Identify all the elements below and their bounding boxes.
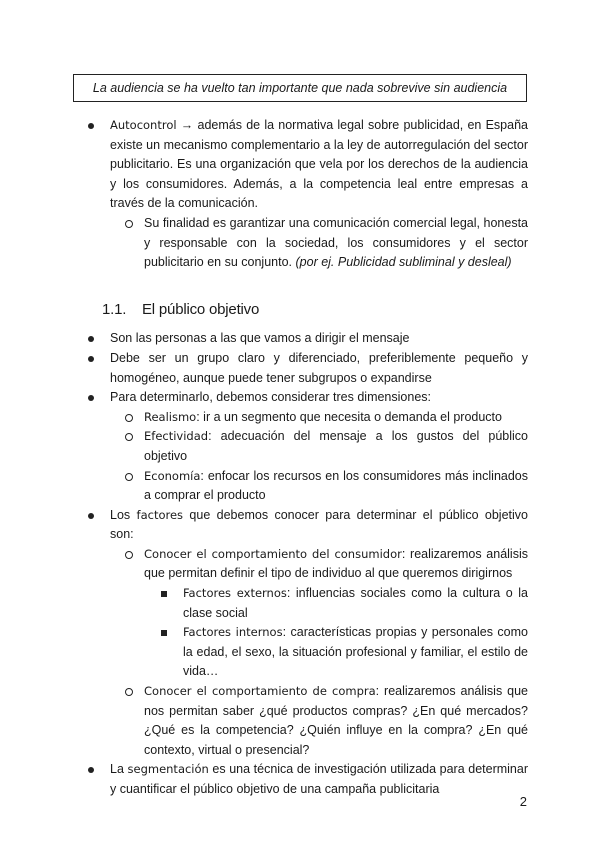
bullet-autocontrol-finalidad xyxy=(88,214,528,273)
quote-box xyxy=(73,74,527,102)
autocontrol-text: además de la normativa legal sobre publicidad, en España existe un mecanismo complementario a la ley de autorregulación del sector publicitario. Es una organización que vela por los derechos de la audiencia y los consumidores. Además, a la competencia leal entre empresas a través de la comunicación. xyxy=(110,118,528,211)
bullet-text: Son las personas a las que vamos a dirigir el mensaje xyxy=(110,331,410,346)
consumidor-term: Conocer el comportamiento del consumidor xyxy=(144,546,402,561)
bullet-dot-icon xyxy=(88,329,94,349)
bullet-dot-icon xyxy=(88,388,94,408)
bullet-circle-icon xyxy=(125,467,133,488)
bullet-dot-icon xyxy=(88,760,94,780)
bullet-square-icon xyxy=(161,623,167,643)
factores-pre: Los xyxy=(110,507,137,522)
dimension-term: Efectividad xyxy=(144,429,209,444)
bullet-factores-internos xyxy=(88,623,528,682)
bullet-text: Debe ser un grupo claro y diferenciado, preferiblemente pequeño y homogéneo, aunque puede tener subgrupos o expandirse xyxy=(110,350,528,385)
bullet-consumidor xyxy=(88,545,528,584)
bullet-segmentacion xyxy=(88,760,528,799)
externos-text: : influencias sociales como la cultura o la clase social xyxy=(183,586,528,620)
bullet-dot-icon xyxy=(88,116,94,136)
quote-text: La audiencia se ha vuelto tan importante que nada sobrevive sin audiencia xyxy=(92,81,508,95)
segmentacion-term: segmentación xyxy=(127,762,209,777)
page-content xyxy=(88,116,528,800)
internos-text: : características propias y personales como la edad, el sexo, la situación profesional y familiar, el estilo de vida… xyxy=(183,625,528,679)
compra-text: : realizaremos análisis que nos permitan saber ¿qué productos compras? ¿En qué mercados? ¿Qué es la competencia? ¿Quién influye en la compra? ¿En qué contexto, virtual o presencial? xyxy=(144,684,528,757)
factores-post: que debemos conocer para determinar el público objetivo son: xyxy=(110,507,528,542)
bullet-compra xyxy=(88,682,528,760)
dimension-term: Realismo xyxy=(144,409,197,424)
factores-term: factores xyxy=(136,507,184,522)
bullet-circle-icon xyxy=(125,545,133,566)
section-heading xyxy=(102,300,528,320)
segmentacion-pre: La xyxy=(110,762,128,777)
autocontrol-term: Autocontrol xyxy=(110,118,177,132)
bullet-factores-externos xyxy=(88,584,528,623)
bullet-circle-icon xyxy=(125,408,133,429)
dimension-term: Economía xyxy=(144,468,201,483)
section-title: El público objetivo xyxy=(142,300,260,318)
page-number: 2 xyxy=(519,794,527,809)
bullet-dot-icon xyxy=(88,349,94,369)
consumidor-text: : realizaremos análisis que permitan definir el tipo de individuo al que queremos dirigirnos xyxy=(144,546,528,581)
bullet-square-icon xyxy=(161,584,167,604)
bullet-dimensiones xyxy=(88,388,528,408)
bullet-realismo xyxy=(88,408,528,428)
bullet-dot-icon xyxy=(88,506,94,526)
externos-term: Factores externos xyxy=(183,586,287,601)
bullet-circle-icon xyxy=(125,427,133,448)
dimension-text: : enfocar los recursos en los consumidores más inclinados a comprar el producto xyxy=(144,468,528,503)
bullet-circle-icon xyxy=(125,214,133,235)
finalidad-text: Su finalidad es garantizar una comunicación comercial legal, honesta y responsable con la sociedad, los consumidores y el sector publicitario en su conjunto. xyxy=(144,215,528,270)
segmentacion-post: es una técnica de investigación utilizada para determinar y cuantificar el público objetivo de una campaña publicitaria xyxy=(110,762,528,796)
internos-term: Factores internos xyxy=(183,625,283,640)
bullet-efectividad xyxy=(88,427,528,466)
bullet-personas xyxy=(88,329,528,349)
bullet-grupo xyxy=(88,349,528,388)
bullet-economia xyxy=(88,467,528,506)
bullet-autocontrol xyxy=(88,116,528,214)
bullet-factores xyxy=(88,506,528,545)
finalidad-example: (por ej. Publicidad subliminal y desleal) xyxy=(295,255,512,270)
bullet-text: Para determinarlo, debemos considerar tres dimensiones: xyxy=(110,390,431,405)
compra-term: Conocer el comportamiento de compra xyxy=(144,684,376,699)
dimension-text: : ir a un segmento que necesita o demanda el producto xyxy=(196,409,502,424)
arrow-glyph: → xyxy=(180,118,194,132)
bullet-circle-icon xyxy=(125,682,133,703)
section-number: 1.1. xyxy=(102,300,127,318)
dimension-text: : adecuación del mensaje a los gustos del público objetivo xyxy=(144,429,528,463)
